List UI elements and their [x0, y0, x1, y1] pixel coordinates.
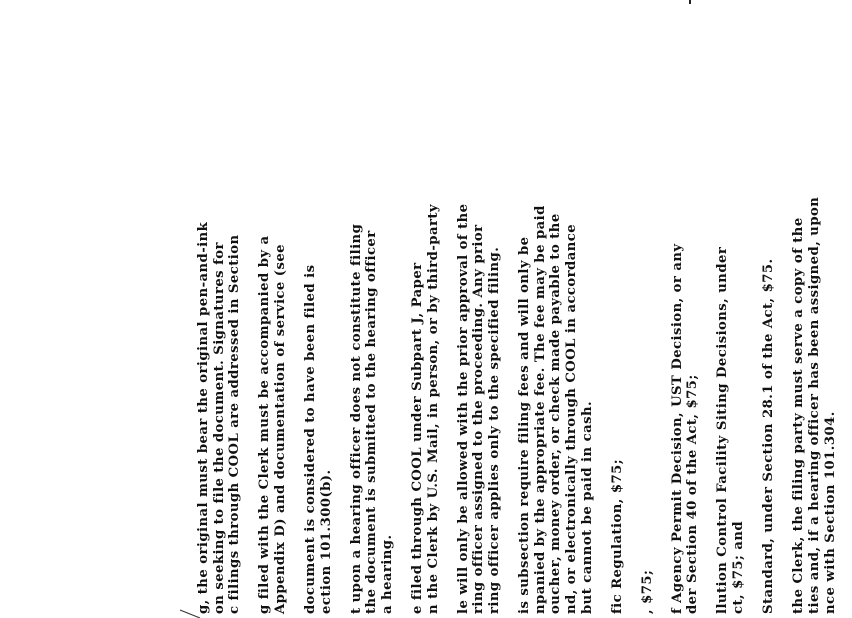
- text-line: ection 101.300(b).: [318, 469, 334, 614]
- paragraph: [670, 114, 701, 614]
- paragraph: [791, 114, 838, 614]
- text-line: t upon a hearing officer does not constitute filing: [348, 223, 364, 614]
- paragraph: [410, 114, 441, 614]
- text-line: nce with Section 101.304.: [822, 411, 838, 614]
- paragraph: [456, 114, 503, 614]
- text-line: der Section 40 of the Act, $75;: [685, 374, 701, 614]
- text-line: nd, or electronically through COOL in accordance: [564, 223, 580, 614]
- text-line: le will only be allowed with the prior approval of the: [455, 203, 471, 614]
- text-line: a hearing.: [380, 534, 396, 614]
- text-line: Standard, under Section 28.1 of the Act, $75.: [761, 258, 777, 614]
- paragraph: [610, 114, 626, 614]
- text-line: f Agency Permit Decision, UST Decision, or any: [669, 243, 685, 614]
- text-line: g, the original must bear the original pen-and-ink: [196, 221, 211, 614]
- paragraph: [761, 114, 777, 614]
- text-line: ring officer assigned to the proceeding. Any prior: [471, 224, 487, 614]
- text-line: ties and, if a hearing officer has been assigned, upon: [806, 196, 822, 614]
- paragraph: [303, 114, 334, 614]
- paragraph: [257, 114, 288, 614]
- text-line: Appendix D) and documentation of service (see: [273, 243, 289, 614]
- paragraph: [349, 114, 396, 614]
- text-line: c filings through COOL are addressed in Section: [227, 234, 243, 614]
- text-line: the Clerk, the filing party must serve a copy of the: [791, 217, 807, 614]
- text-line: ring officer applies only to the specified filing.: [487, 246, 503, 614]
- text-line: but cannot be paid in cash.: [579, 400, 595, 614]
- rotated-text-block: [196, 114, 852, 614]
- text-line: document is considered to have been filed is: [303, 264, 319, 614]
- text-line: g filed with the Clerk must be accompanied by a: [257, 235, 273, 614]
- text-line: is subsection require filing fees and will only be: [517, 236, 533, 614]
- text-line: ct, $75; and: [731, 520, 747, 614]
- text-line: n the Clerk by U.S. Mail, in person, or by third-party: [425, 204, 441, 614]
- paragraph: [640, 114, 656, 614]
- text-line: the document is submitted to the hearing officer: [364, 230, 380, 614]
- text-line: oucher, money order, or check made payable to the: [548, 213, 564, 614]
- text-line: llution Control Facility Siting Decisions, under: [715, 246, 731, 614]
- text-line: on seeking to file the document. Signatures for: [211, 242, 227, 614]
- paragraph: [196, 114, 243, 614]
- paragraph: [715, 114, 746, 614]
- text-line: , $75;: [639, 569, 655, 614]
- text-line: e filed through COOL under Subpart J, Paper: [410, 262, 426, 614]
- text-line: npanied by the appropriate fee. The fee may be paid: [532, 205, 548, 614]
- text-line: fic Regulation, $75;: [609, 458, 625, 614]
- paragraph: [517, 114, 595, 614]
